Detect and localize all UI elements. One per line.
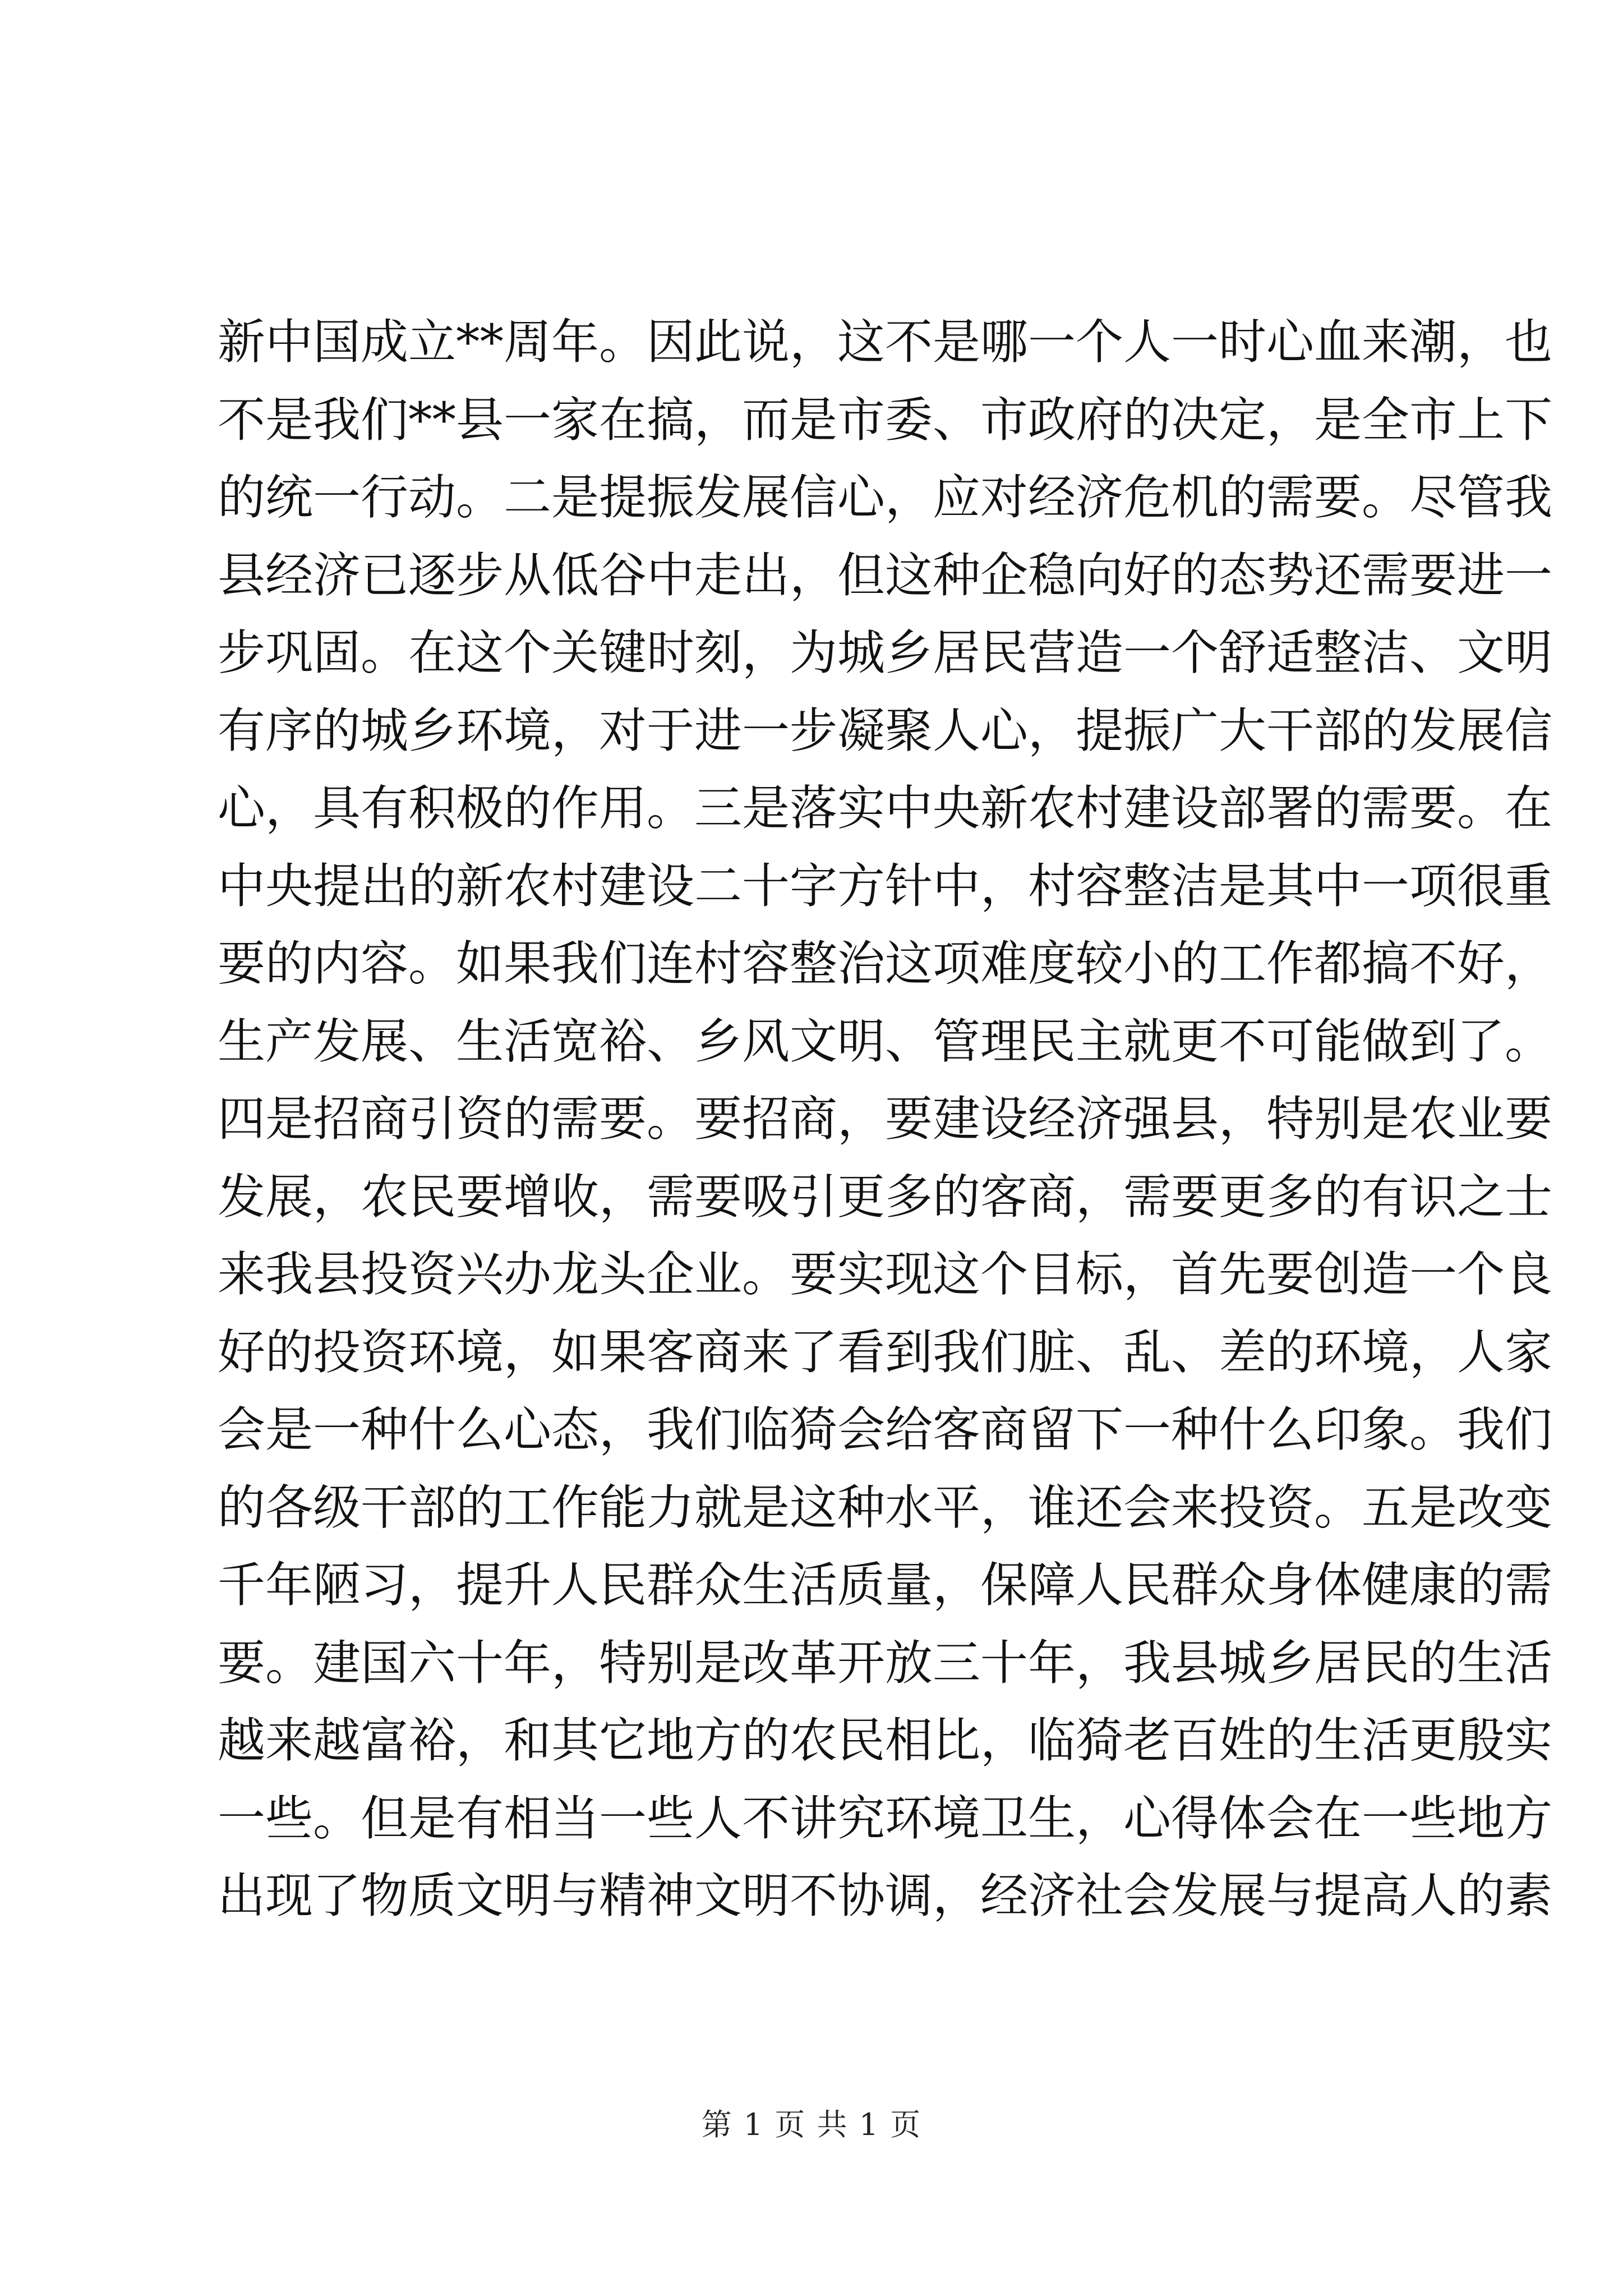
text-line: 发展，农民要增收，需要吸引更多的客商，需要更多的有识之士 [218, 1169, 1553, 1225]
page-footer [0, 2101, 1623, 2144]
text-line: 心，具有积极的作用。三是落实中央新农村建设部署的需要。在 [218, 781, 1553, 836]
text-line: 生产发展、生活宽裕、乡风文明、管理民主就更不可能做到了。 [218, 1014, 1553, 1070]
text-line: 千年陋习，提升人民群众生活质量，保障人民群众身体健康的需 [218, 1558, 1553, 1613]
text-line: 要。建国六十年，特别是改革开放三十年，我县城乡居民的生活 [218, 1635, 1553, 1691]
text-line: 会是一种什么心态，我们临猗会给客商留下一种什么印象。我们 [218, 1402, 1553, 1458]
text-line: 越来越富裕，和其它地方的农民相比，临猗老百姓的生活更殷实 [218, 1713, 1553, 1769]
text-line: 的各级干部的工作能力就是这种水平，谁还会来投资。五是改变 [218, 1480, 1553, 1536]
text-line: 出现了物质文明与精神文明不协调，经济社会发展与提高人的素 [218, 1869, 1553, 1924]
text-line: 新中国成立**周年。因此说，这不是哪一个人一时心血来潮，也 [218, 315, 1553, 370]
body-text [218, 304, 1553, 1936]
page-number: 第 1 页 共 1 页 [701, 2107, 922, 2142]
text-line: 来我县投资兴办龙头企业。要实现这个目标，首先要创造一个良 [218, 1247, 1553, 1303]
text-line: 的统一行动。二是提振发展信心，应对经济危机的需要。尽管我 [218, 470, 1553, 526]
text-line: 好的投资环境，如果客商来了看到我们脏、乱、差的环境，人家 [218, 1324, 1553, 1381]
text-line: 步巩固。在这个关键时刻，为城乡居民营造一个舒适整洁、文明 [218, 625, 1553, 681]
text-line: 要的内容。如果我们连村容整治这项难度较小的工作都搞不好， [218, 936, 1553, 992]
text-line: 一些。但是有相当一些人不讲究环境卫生，心得体会在一些地方 [218, 1791, 1553, 1847]
text-line: 四是招商引资的需要。要招商，要建设经济强县，特别是农业要 [218, 1092, 1553, 1147]
text-line: 县经济已逐步从低谷中走出，但这种企稳向好的态势还需要进一 [218, 547, 1553, 604]
text-line: 中央提出的新农村建设二十字方针中，村容整洁是其中一项很重 [218, 858, 1553, 914]
text-line: 有序的城乡环境，对于进一步凝聚人心，提振广大干部的发展信 [218, 703, 1553, 759]
text-line: 不是我们**县一家在搞，而是市委、市政府的决定，是全市上下 [218, 392, 1553, 448]
